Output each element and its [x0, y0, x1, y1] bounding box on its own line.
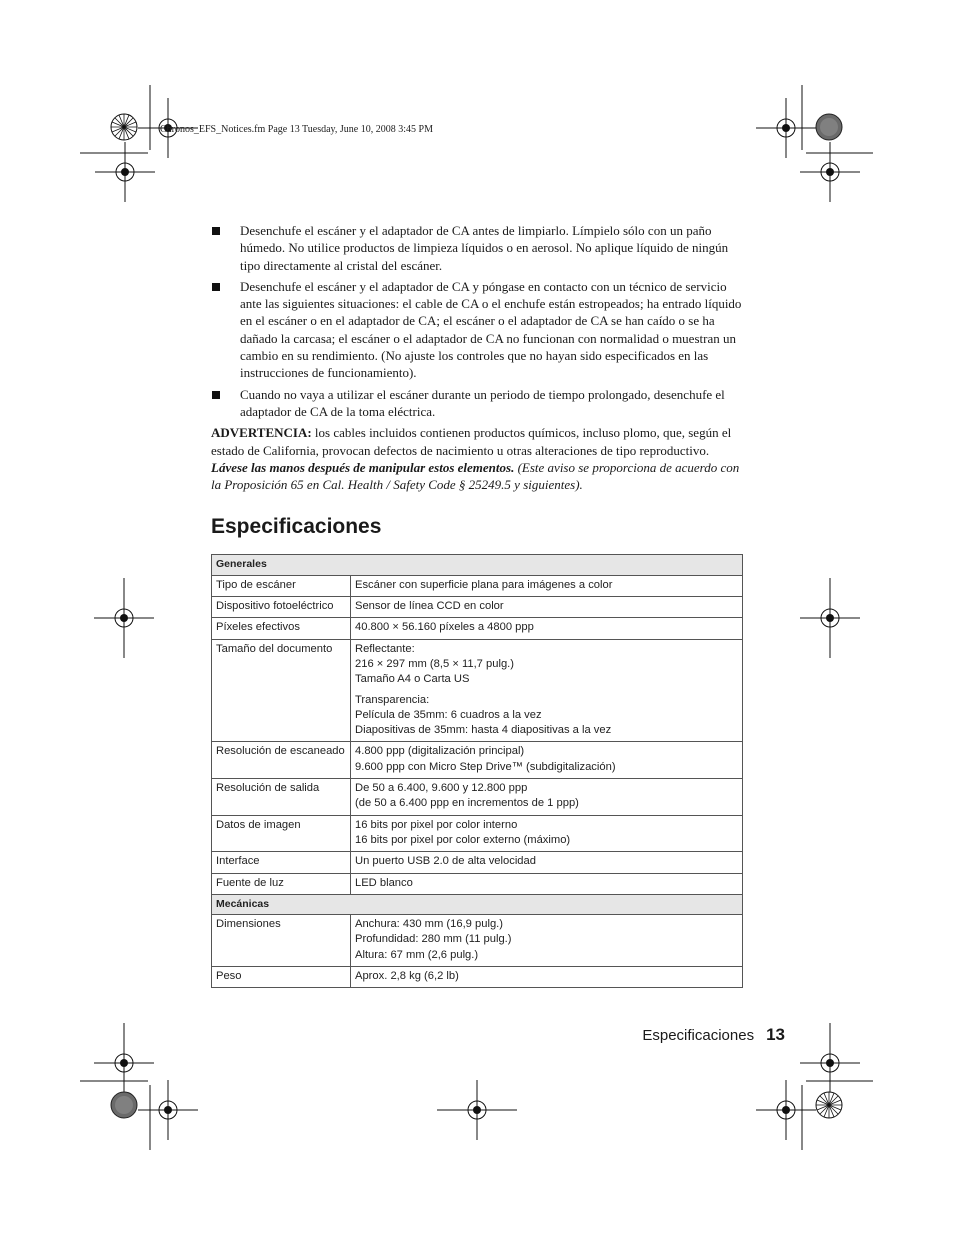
spec-value-line: Película de 35mm: 6 cuadros a la vez: [355, 708, 542, 721]
spec-label: Resolución de salida: [212, 779, 351, 816]
table-group-title: Mecánicas: [212, 894, 743, 914]
table-row: [212, 575, 743, 596]
page-content: [211, 222, 743, 988]
table-row: [212, 815, 743, 852]
spec-value: [351, 618, 743, 639]
spec-value-line: 9.600 ppp con Micro Step Drive™ (subdigitalización): [355, 760, 616, 773]
spec-label: Resolución de escaneado: [212, 742, 351, 779]
spec-value-line: 4.800 ppp (digitalización principal): [355, 745, 525, 758]
spec-value-line: Escáner con superficie plana para imágenes a color: [355, 578, 613, 591]
table-row: [212, 873, 743, 894]
print-header: Chronos_EFS_Notices.fm Page 13 Tuesday, June 10, 2008 3:45 PM: [160, 124, 433, 135]
spec-label: Interface: [212, 852, 351, 873]
bullet-list: [211, 222, 743, 420]
table-group-title: Generales: [212, 555, 743, 575]
crosshair-target-icon: [800, 142, 860, 202]
table-group-row: [212, 555, 743, 575]
page-footer: [642, 1025, 785, 1045]
spec-value-line: Aprox. 2,8 kg (6,2 lb): [355, 969, 459, 982]
table-row: [212, 742, 743, 779]
spec-label: Fuente de luz: [212, 873, 351, 894]
bullet-text: Desenchufe el escáner y el adaptador de CA y póngase en contacto con un técnico de servicio ante las siguientes situaciones: el cable de CA o el enchufe están estropeados; ha entrado líquido en el escáner o en el adaptador de CA; el escáner o el adaptador de CA se han caído o se ha dañado la carcasa; el escáner o el adaptador de CA no funcionan con normalidad o muestran un cambio en su rendimiento. (No ajuste los controles que no hayan sido especificados en las instrucciones de funcionamiento).: [240, 278, 742, 381]
specifications-table: [211, 554, 743, 988]
warning-text: los cables incluidos contienen productos químicos, incluso plomo, que, según el estado de California, provocan defectos de nacimiento u otras alteraciones de tipo reproductivo.: [211, 425, 732, 458]
table-row: [212, 852, 743, 873]
spec-label: Tamaño del documento: [212, 639, 351, 742]
spec-value-line: Diapositivas de 35mm: hasta 4 diapositivas a la vez: [355, 724, 612, 737]
list-item: [211, 278, 743, 382]
footer-section-title: Especificaciones: [642, 1027, 755, 1044]
grey-target-icon: [814, 112, 844, 142]
spec-label: Dispositivo fotoeléctrico: [212, 597, 351, 618]
spec-value: [351, 742, 743, 779]
spec-value-line: (de 50 a 6.400 ppp en incrementos de 1 ppp): [355, 797, 579, 810]
crosshair-target-icon: [138, 1080, 198, 1140]
spec-value-line: 16 bits por pixel por color interno: [355, 818, 518, 831]
spec-value-line: 16 bits por pixel por color externo (máximo): [355, 833, 571, 846]
spec-label: Dimensiones: [212, 915, 351, 967]
spec-value-line: Un puerto USB 2.0 de alta velocidad: [355, 855, 536, 868]
table-group-row: [212, 894, 743, 914]
table-row: [212, 639, 743, 742]
spec-value: [351, 597, 743, 618]
spec-value-line: LED blanco: [355, 876, 413, 889]
warning-paragraph: [211, 424, 743, 493]
page-number: 13: [766, 1025, 785, 1044]
table-row: [212, 618, 743, 639]
crosshair-target-icon: [756, 1080, 816, 1140]
spec-value-line: 40.800 × 56.160 píxeles a 4800 ppp: [355, 621, 534, 634]
table-row: [212, 779, 743, 816]
list-item: [211, 386, 743, 421]
starburst-target-icon: [109, 112, 139, 142]
crosshair-target-icon: [95, 142, 155, 202]
section-title: Especificaciones: [211, 515, 382, 539]
bullet-text: Desenchufe el escáner y el adaptador de CA antes de limpiarlo. Límpielo sólo con un paño húmedo. No utilice productos de limpieza líquidos o en aerosol. No aplique líquido de ningún tipo directamente al cristal del escáner.: [240, 223, 729, 273]
square-bullet-icon: [212, 227, 220, 235]
list-item: [211, 222, 743, 274]
spec-value-line: Transparencia:: [355, 693, 430, 706]
table-row: [212, 597, 743, 618]
spec-value: [351, 852, 743, 873]
spec-value-line: De 50 a 6.400, 9.600 y 12.800 ppp: [355, 782, 528, 795]
warning-emphasis: Lávese las manos después de manipular estos elementos.: [211, 459, 515, 475]
square-bullet-icon: [212, 391, 220, 399]
bullet-text: Cuando no vaya a utilizar el escáner durante un periodo de tiempo prolongado, desenchufe el adaptador de CA de la toma eléctrica.: [240, 386, 725, 419]
spec-value-line: Tamaño A4 o Carta US: [355, 673, 470, 686]
spec-value-line: Altura: 67 mm (2,6 pulg.): [355, 948, 479, 961]
spec-value: [351, 815, 743, 852]
spec-value-line: Sensor de línea CCD en color: [355, 600, 504, 613]
warning-note: (Este aviso se proporciona de acuerdo con la Proposición 65 en Cal. Health / Safety Code § 25249.5 y siguientes).: [211, 459, 740, 493]
spec-value: [351, 575, 743, 596]
table-row: [212, 915, 743, 967]
spec-value: [351, 779, 743, 816]
crosshair-target-icon: [800, 578, 860, 658]
spec-value: [351, 915, 743, 967]
spec-label: Datos de imagen: [212, 815, 351, 852]
spec-value: [351, 639, 743, 742]
spec-label: Píxeles efectivos: [212, 618, 351, 639]
spec-value-line: Reflectante:: [355, 642, 415, 655]
table-row: [212, 966, 743, 987]
warning-label: ADVERTENCIA:: [211, 425, 312, 441]
crosshair-target-icon: [94, 578, 154, 658]
spec-value-line: Profundidad: 280 mm (11 pulg.): [355, 933, 512, 946]
square-bullet-icon: [212, 283, 220, 291]
spec-label: Peso: [212, 966, 351, 987]
spec-value: [351, 966, 743, 987]
spec-value-line: 216 × 297 mm (8,5 × 11,7 pulg.): [355, 657, 515, 670]
spec-value: [351, 873, 743, 894]
crosshair-target-icon: [437, 1080, 517, 1140]
spec-value-line: Anchura: 430 mm (16,9 pulg.): [355, 918, 503, 931]
grey-target-icon: [109, 1090, 139, 1120]
starburst-target-icon: [814, 1090, 844, 1120]
specifications-table-body: [212, 555, 743, 988]
spec-label: Tipo de escáner: [212, 575, 351, 596]
